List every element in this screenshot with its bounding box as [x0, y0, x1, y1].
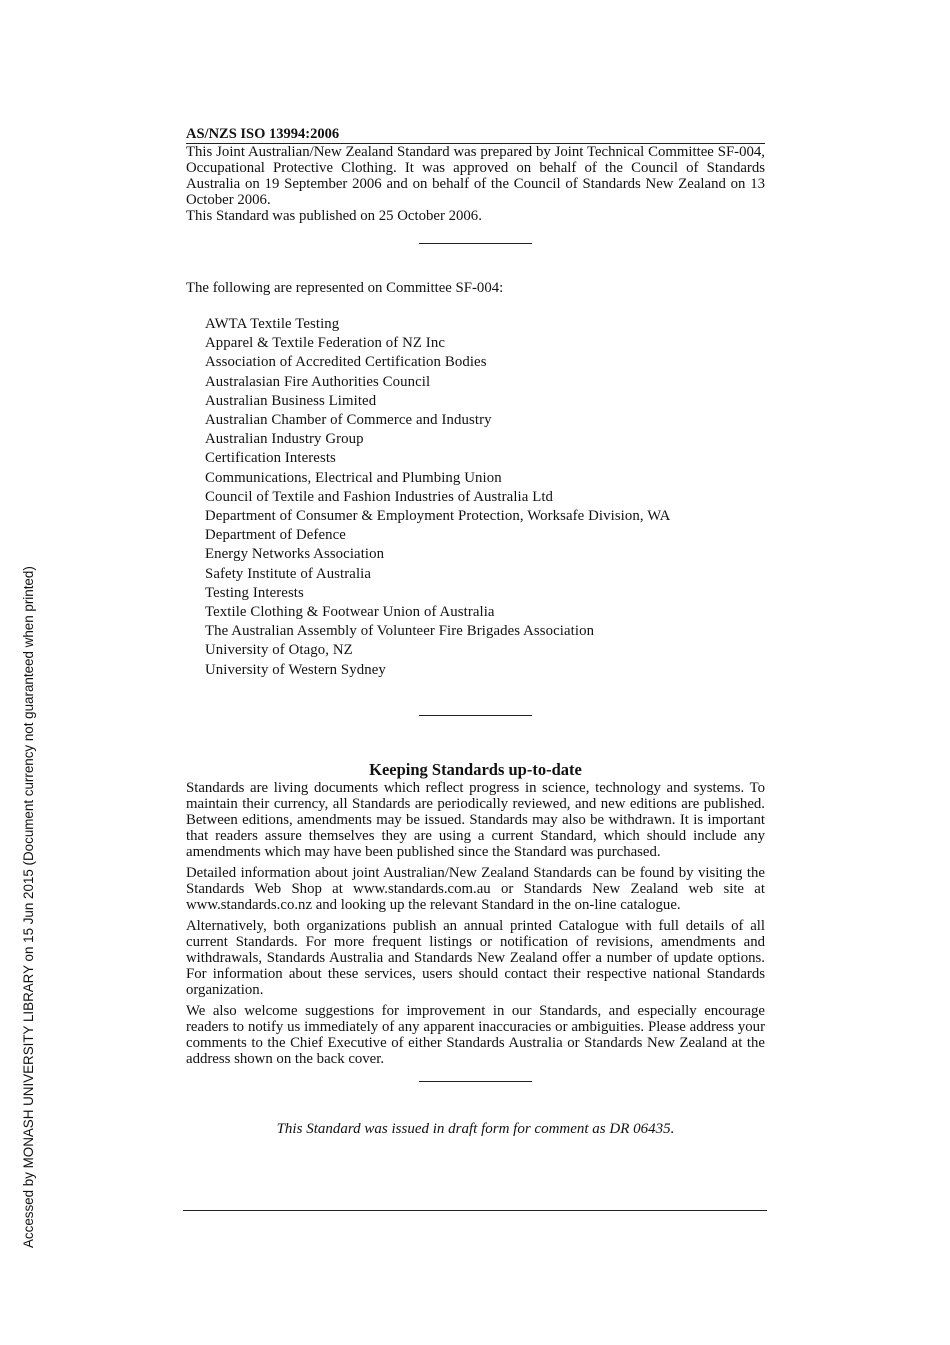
publication-date: This Standard was published on 25 October 2006. [186, 208, 482, 224]
body-paragraph: Alternatively, both organizations publish an annual printed Catalogue with full details of all current Standards. For more frequent listings or notification of revisions, amendments and withdrawals, Standards Australia and Standards New Zealand offer a number of update options. For information about these services, users should contact their respective national Standards organization. [186, 917, 765, 998]
body-paragraph: Detailed information about joint Australian/New Zealand Standards can be found by visiting the Standards Web Shop at www.standards.com.au or Standards New Zealand web site at www.standards.co.nz and looking up the relevant Standard in the on-line catalogue. [186, 864, 765, 913]
list-item: Safety Institute of Australia [205, 565, 372, 582]
list-item: Department of Consumer & Employment Protection, Worksafe Division, WA [205, 508, 671, 525]
list-item: Certification Interests [205, 450, 336, 467]
access-watermark: Accessed by MONASH UNIVERSITY LIBRARY on 15 Jun 2015 (Document currency not guaranteed when printed) [21, 566, 36, 1248]
list-item: University of Western Sydney [205, 661, 386, 678]
body-paragraph: We also welcome suggestions for improvement in our Standards, and especially encourage readers to notify us immediately of any apparent inaccuracies or ambiguities. Please address your comments to the Chief Executive of either Standards Australia or Standards New Zealand at the address shown on the back cover. [186, 1002, 765, 1067]
list-item: Council of Textile and Fashion Industries of Australia Ltd [205, 488, 554, 505]
list-item: The Australian Assembly of Volunteer Fire Brigades Association [205, 623, 595, 640]
committee-member-list [205, 315, 765, 680]
section-heading: Keeping Standards up-to-date [369, 759, 582, 779]
list-item: Association of Accredited Certification Bodies [205, 354, 487, 371]
list-item: Textile Clothing & Footwear Union of Australia [205, 604, 495, 621]
list-item: Department of Defence [205, 527, 346, 544]
section-divider [419, 1081, 532, 1082]
list-item: University of Otago, NZ [205, 642, 353, 659]
page-content [186, 126, 765, 1138]
list-item: Apparel & Textile Federation of NZ Inc [205, 335, 445, 352]
section-body [186, 780, 765, 1067]
list-item: Australasian Fire Authorities Council [205, 373, 431, 390]
section-divider [419, 243, 532, 244]
approval-paragraph: This Joint Australian/New Zealand Standard was prepared by Joint Technical Committee SF-004, Occupational Protective Clothing. It was approved on behalf of the Council of Standards Australia on 19 September 2006 and on behalf of the Council of Standards New Zealand on 13 October 2006. [186, 144, 765, 208]
footer-rule [183, 1210, 767, 1211]
draft-note: This Standard was issued in draft form for comment as DR 06435. [276, 1120, 675, 1137]
body-paragraph: Standards are living documents which reflect progress in science, technology and systems. To maintain their currency, all Standards are periodically reviewed, and new editions are published. Between editions, amendments may be issued. Standards may also be withdrawn. It is important that readers assure themselves they are using a current Standard, which should include any amendments which may have been published since the Standard was purchased. [186, 779, 765, 860]
list-item: AWTA Textile Testing [205, 316, 340, 332]
list-item: Australian Industry Group [205, 431, 364, 448]
committee-intro: The following are represented on Committee SF-004: [186, 280, 504, 296]
standard-identifier: AS/NZS ISO 13994:2006 [186, 126, 765, 144]
list-item: Energy Networks Association [205, 546, 385, 563]
list-item: Communications, Electrical and Plumbing Union [205, 469, 502, 486]
section-divider [419, 715, 532, 716]
list-item: Australian Business Limited [205, 392, 377, 409]
list-item: Testing Interests [205, 584, 304, 601]
list-item: Australian Chamber of Commerce and Industry [205, 412, 492, 429]
